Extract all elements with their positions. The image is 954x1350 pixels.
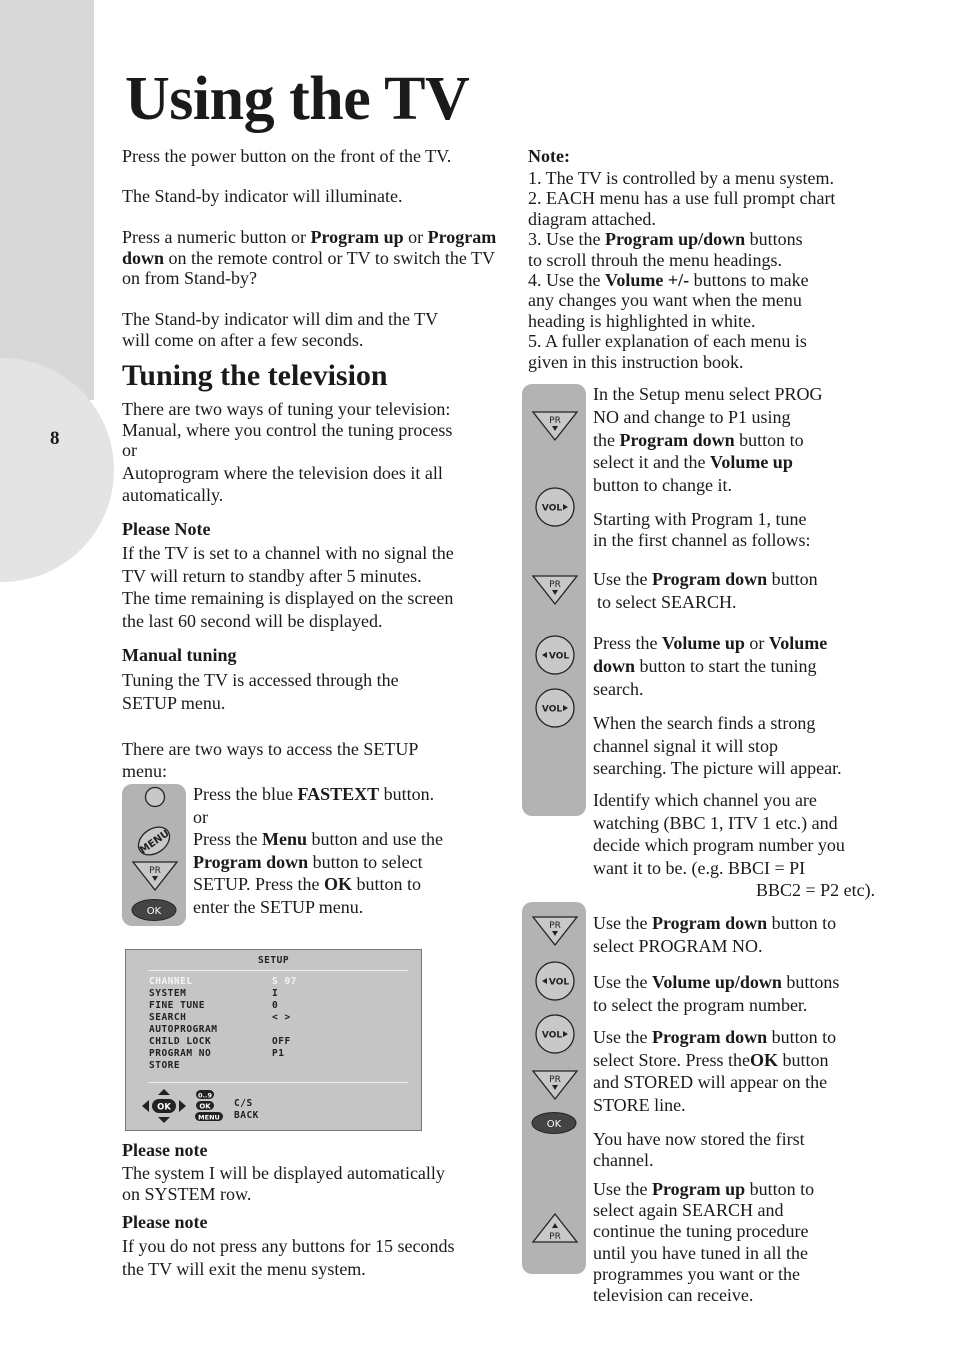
svg-text:PR: PR [549, 416, 561, 426]
svg-text:PR: PR [149, 866, 161, 876]
osd-row-system: SYSTEM I [149, 988, 279, 999]
setup-instructions-1: In the Setup menu select PROG NO and change to P1 using the Program down button to select it and the Volume up button to change it. [593, 384, 823, 496]
svg-text:VOL: VOL [541, 1030, 563, 1041]
intro-line-2: The Stand-by indicator will illuminate. [122, 186, 403, 206]
program-up-button-icon [530, 1211, 580, 1245]
program-down-button-icon [530, 409, 580, 443]
osd-divider-bottom [148, 1082, 408, 1083]
osd-title: SETUP [257, 955, 290, 966]
manual-tuning-heading: Manual tuning [122, 645, 237, 665]
osd-row-autoprogram: AUTOPROGRAM [149, 1024, 218, 1035]
setup-menu-screen [125, 949, 422, 1131]
page-number: 8 [50, 428, 60, 449]
svg-text:VOL: VOL [541, 704, 563, 715]
svg-text:PR: PR [549, 921, 561, 931]
store-instructions-1: Use the Program down button to select PROGRAM NO. [593, 913, 837, 956]
please-note-3-text: If you do not press any buttons for 15 seconds the TV will exit the menu system. [122, 1236, 455, 1279]
intro-line-1: Press the power button on the front of the TV. [122, 146, 452, 166]
setup-instructions-4: Press the Volume up or Volume down button to start the tuning search. [593, 633, 828, 699]
svg-text:OK: OK [199, 1102, 211, 1111]
svg-text:VOL: VOL [541, 503, 563, 514]
program-down-button-icon [530, 1068, 580, 1102]
osd-buttons-legend-icon [194, 1089, 226, 1123]
side-bar [0, 0, 94, 400]
manual-access-text: There are two ways to access the SETUP menu: [122, 739, 419, 781]
svg-text:OK: OK [546, 1119, 562, 1130]
osd-legend-cs: C/S [234, 1098, 253, 1109]
please-note-1-text: If the TV is set to a channel with no signal the TV will return to standby after 5 minutes. The time remaining is displayed on the screen the last 60 second will be displayed. [122, 543, 454, 631]
store-instructions-2: Use the Volume up/down buttons to select the program number. [593, 972, 840, 1015]
access-steps-text: Press the blue FASTEXT button. or Press the Menu button and use the Program down button to select SETUP. Press the OK button to enter the SETUP menu. [193, 784, 443, 917]
blue-fastext-button-icon [143, 786, 167, 810]
please-note-2-heading: Please note [122, 1140, 208, 1160]
note-heading: Note: [528, 146, 570, 166]
setup-instructions-5: When the search finds a strong channel signal it will stop searching. The picture will appear. [593, 713, 842, 778]
svg-text:PR: PR [549, 1232, 561, 1242]
volume-up-button-icon [533, 485, 577, 529]
program-down-button-icon [530, 914, 580, 948]
osd-divider-top [148, 970, 408, 971]
setup-instructions-6: Identify which channel you are watching (BBC 1, ITV 1 etc.) and decide which program number you want it to be. (e.g. BBCI = PI BBC2 = P2 etc). [593, 790, 876, 901]
osd-row-search: SEARCH < > [149, 1012, 291, 1023]
osd-row-fine-tune: FINE TUNE 0 [149, 1000, 279, 1011]
volume-up-button-icon [533, 1012, 577, 1056]
menu-button-icon [132, 822, 176, 862]
please-note-2-text: The system I will be displayed automatically on SYSTEM row. [122, 1163, 445, 1204]
page-title: Using the TV [125, 65, 470, 133]
ok-button-icon [529, 1110, 579, 1136]
svg-text:MENU: MENU [138, 828, 172, 857]
setup-instructions-2: Starting with Program 1, tune in the first channel as follows: [593, 509, 811, 550]
store-instructions-4: You have now stored the first channel. [593, 1129, 805, 1170]
svg-text:MENU: MENU [198, 1113, 220, 1122]
note-text: 1. The TV is controlled by a menu system. 2. EACH menu has a use full prompt chart diagram attached. 3. Use the Program up/down buttons to scroll throuh the menu headings. 4. Use the Volume +/- buttons to make any changes you want when the menu heading is highlighted in white. 5. A fuller explanation of each menu is given in this instruction book. [528, 168, 836, 372]
intro-para-4: The Stand-by indicator will dim and the TV will come on after a few seconds. [122, 309, 438, 350]
store-instructions-3: Use the Program down button to select Store. Press theOK button and STORED will appear on the STORE line. [593, 1027, 837, 1115]
osd-row-channel: CHANNEL S 07 [149, 976, 297, 987]
osd-row-program-no: PROGRAM NO P1 [149, 1048, 285, 1059]
svg-text:OK: OK [157, 1102, 171, 1113]
manual-tuning-text: Tuning the TV is accessed through the SETUP menu. [122, 670, 399, 713]
volume-down-button-icon [533, 959, 577, 1003]
svg-text:VOL: VOL [548, 977, 570, 988]
svg-text:PR: PR [549, 1075, 561, 1085]
program-down-button-icon [130, 859, 180, 893]
please-note-3-heading: Please note [122, 1212, 208, 1232]
store-instructions-5: Use the Program up button to select again SEARCH and continue the tuning procedure until you have tuned in all the programmes you want or the television can receive. [593, 1179, 815, 1306]
volume-down-button-icon [533, 633, 577, 677]
osd-row-store: STORE [149, 1060, 181, 1071]
volume-up-button-icon [533, 686, 577, 730]
osd-nav-arrows-icon [140, 1088, 188, 1124]
svg-text:0..9: 0..9 [198, 1091, 212, 1100]
setup-instructions-3: Use the Program down button to select SEARCH. [593, 569, 818, 612]
osd-row-child-lock: CHILD LOCK OFF [149, 1036, 291, 1047]
intro-para-3: Press a numeric button or Program up or Program down on the remote control or TV to switch the TV on from Stand-by? [122, 227, 497, 288]
svg-text:VOL: VOL [548, 651, 570, 662]
program-down-button-icon [530, 573, 580, 607]
svg-text:PR: PR [549, 580, 561, 590]
svg-text:OK: OK [146, 906, 162, 917]
osd-legend-back: BACK [234, 1110, 259, 1121]
tuning-heading: Tuning the television [122, 359, 388, 392]
ok-button-icon [129, 897, 179, 923]
side-circle [0, 358, 114, 582]
please-note-1-heading: Please Note [122, 519, 211, 539]
tuning-text: There are two ways of tuning your television: Manual, where you control the tuning process or Autoprogram where the television does it all automatically. [122, 399, 453, 505]
